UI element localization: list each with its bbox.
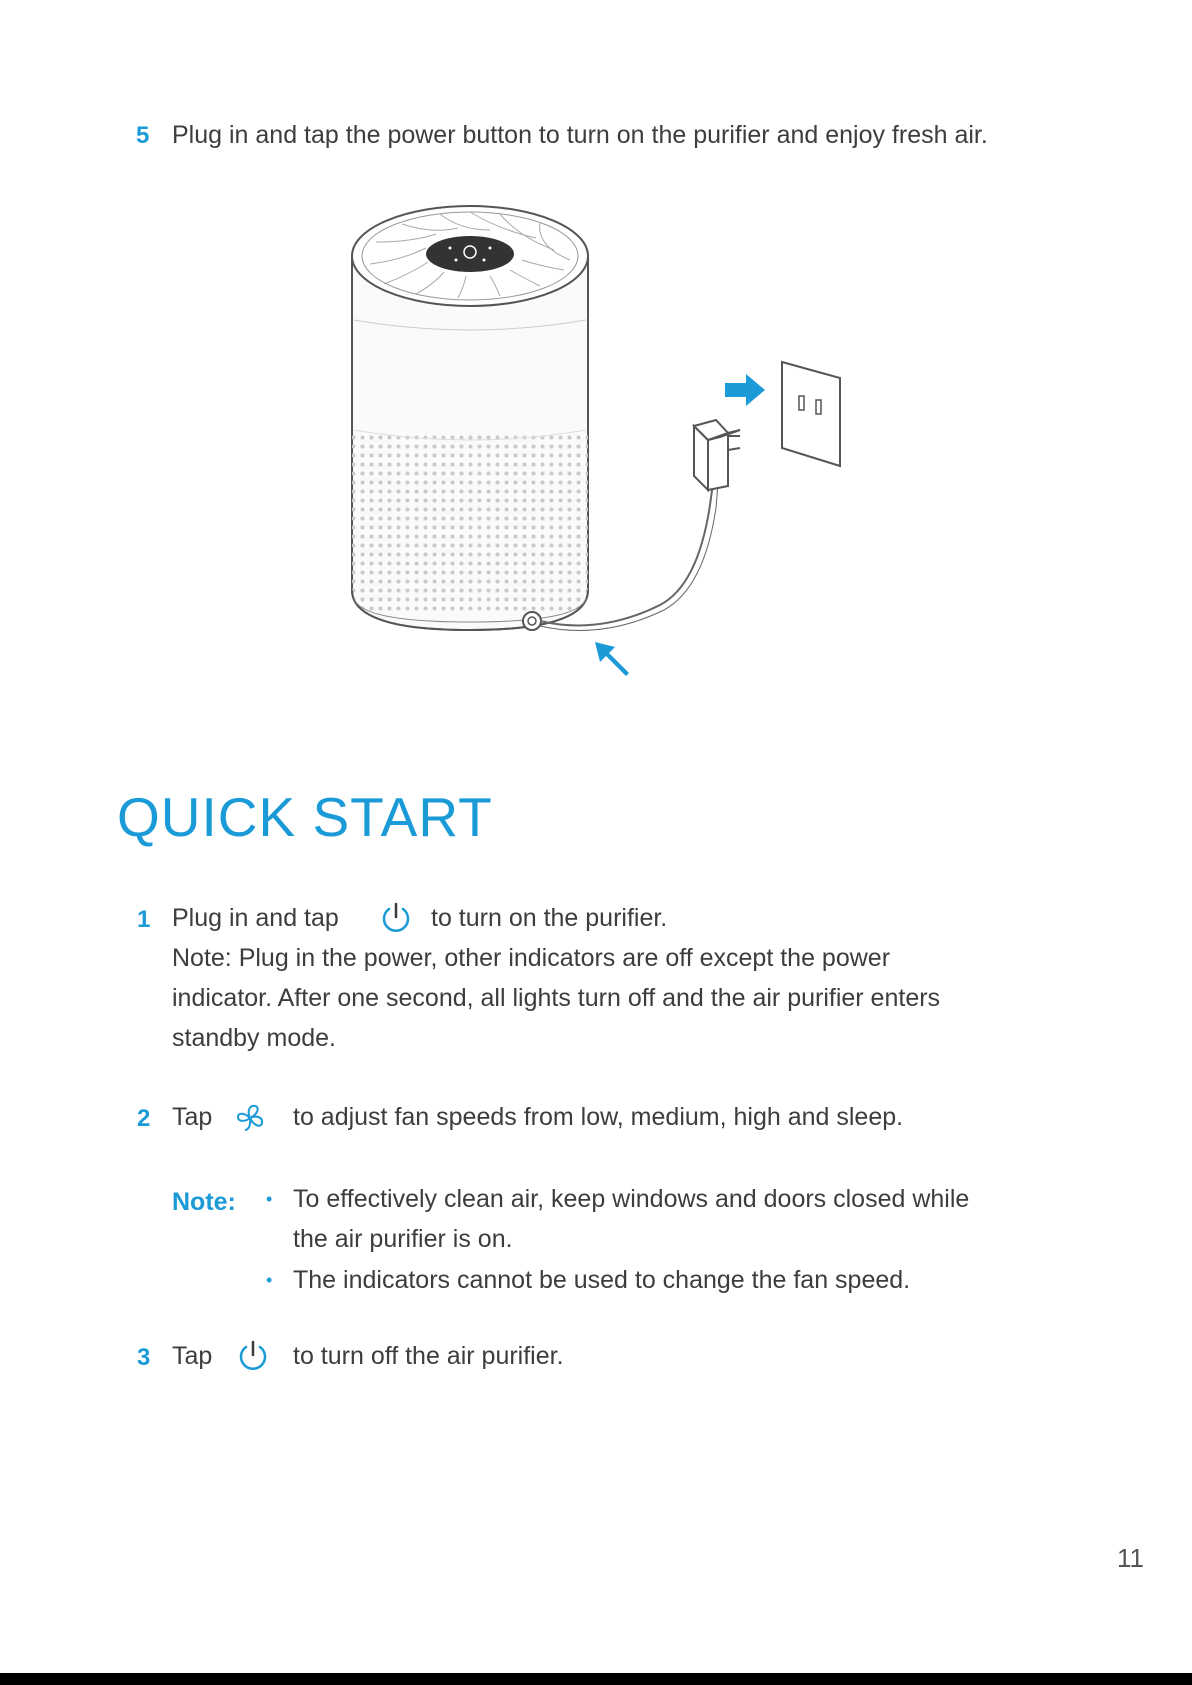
note-bullet-1-line-2: the air purifier is on. (293, 1225, 513, 1253)
bottom-border (0, 1673, 1192, 1685)
step-1-number: 1 (137, 906, 151, 933)
power-icon (236, 1339, 270, 1373)
step-2-text-before: Tap (172, 1103, 213, 1131)
note-bullet-1-line-1: To effectively clean air, keep windows and doors closed while (293, 1185, 970, 1213)
page-number: 11 (1117, 1543, 1144, 1573)
step-3-number: 3 (137, 1344, 151, 1371)
step-5-number: 5 (136, 122, 150, 149)
step-1-note-line-1: Note: Plug in the power, other indicators are off except the power (172, 944, 891, 972)
bullet-marker: • (266, 1189, 273, 1209)
fan-icon (233, 1101, 267, 1135)
power-icon (379, 901, 413, 935)
step-3-text-after: to turn off the air purifier. (293, 1342, 564, 1370)
step-2-number: 2 (137, 1105, 151, 1132)
step-1-note-line-3: standby mode. (172, 1024, 336, 1052)
note-label: Note: (172, 1188, 236, 1216)
air-purifier-icon (352, 206, 588, 630)
step-1-note-line-2: indicator. After one second, all lights turn off and the air purifier enters (172, 984, 941, 1012)
step-2-text-after: to adjust fan speeds from low, medium, high and sleep. (293, 1103, 904, 1131)
power-adapter-icon (694, 420, 740, 490)
section-title: QUICK START (117, 786, 493, 848)
step-1-text-before: Plug in and tap (172, 904, 339, 932)
arrow-icon (595, 374, 765, 676)
bullet-marker: • (266, 1270, 273, 1290)
note-bullet-2-line-1: The indicators cannot be used to change the fan speed. (293, 1266, 911, 1294)
step-3-text-before: Tap (172, 1342, 213, 1370)
purifier-illustration (340, 190, 860, 690)
step-1-text-after: to turn on the purifier. (431, 904, 668, 932)
wall-outlet-icon (782, 362, 840, 466)
step-5-text: Plug in and tap the power button to turn on the purifier and enjoy fresh air. (172, 121, 988, 149)
